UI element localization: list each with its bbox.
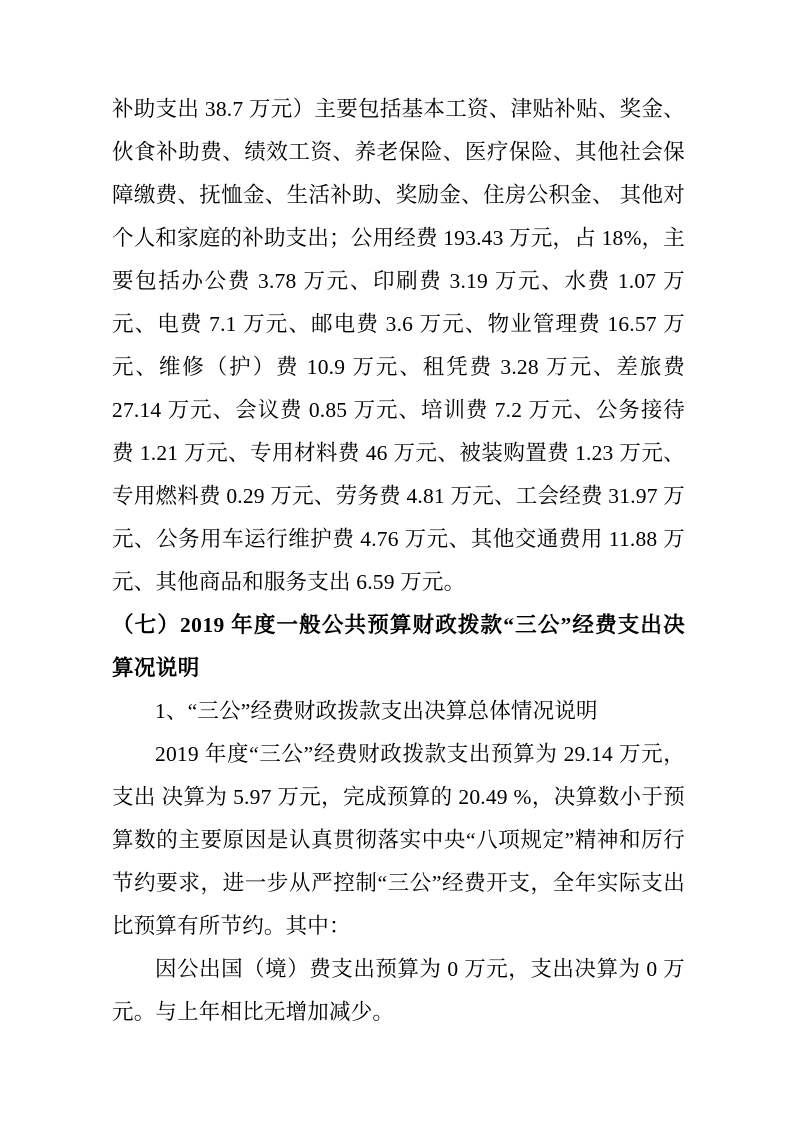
paragraph-overseas-travel: 因公出国（境）费支出预算为 0 万元，支出决算为 0 万元。与上年相比无增加减少。 [112, 957, 685, 1024]
subsection-heading-one: 1、“三公”经费财政拨款支出决算总体情况说明 [155, 699, 598, 723]
section-heading-seven: （七）2019 年度一般公共预算财政拨款“三公”经费支出决算况说明 [112, 613, 685, 680]
paragraph-sangong-total: 2019 年度“三公”经费财政拨款支出预算为 29.14 万元，支出 决算为 5.97 万元，完成预算的 20.49 %，决算数小于预算数的主要原因是认真贯彻落实中央“八项规定”精神和厉行节约要求，进一步从严控制“三公”经费开支，全年实际支出比预算有所节约。其中： [112, 742, 685, 938]
paragraph-expenditure-detail: 补助支出 38.7 万元）主要包括基本工资、津贴补贴、奖金、伙食补助费、绩效工资、养老保险、医疗保险、其他社会保障缴费、抚恤金、生活补助、奖励金、住房公积金、 其他对个人和家庭的补助支出；公用经费 193.43 万元，占 18%，主要包括办公费 3.78 万元、印刷费 3.19 万元、水费 1.07 万元、电费 7.1 万元、邮电费 3.6 万元、物业管理费 16.57 万元、维修（护）费 10.9 万元、租凭费 3.28 万元、差旅费 27.14 万元、会议费 0.85 万元、培训费 7.2 万元、公务接待费 1.21 万元、专用材料费 46 万元、被装购置费 1.23 万元、专用燃料费 0.29 万元、劳务费 4.81 万元、工会经费 31.97 万元、公务用车运行维护费 4.76 万元、其他交通费用 11.88 万元、其他商品和服务支出 6.59 万元。 [112, 97, 685, 594]
document-body [112, 88, 685, 1034]
